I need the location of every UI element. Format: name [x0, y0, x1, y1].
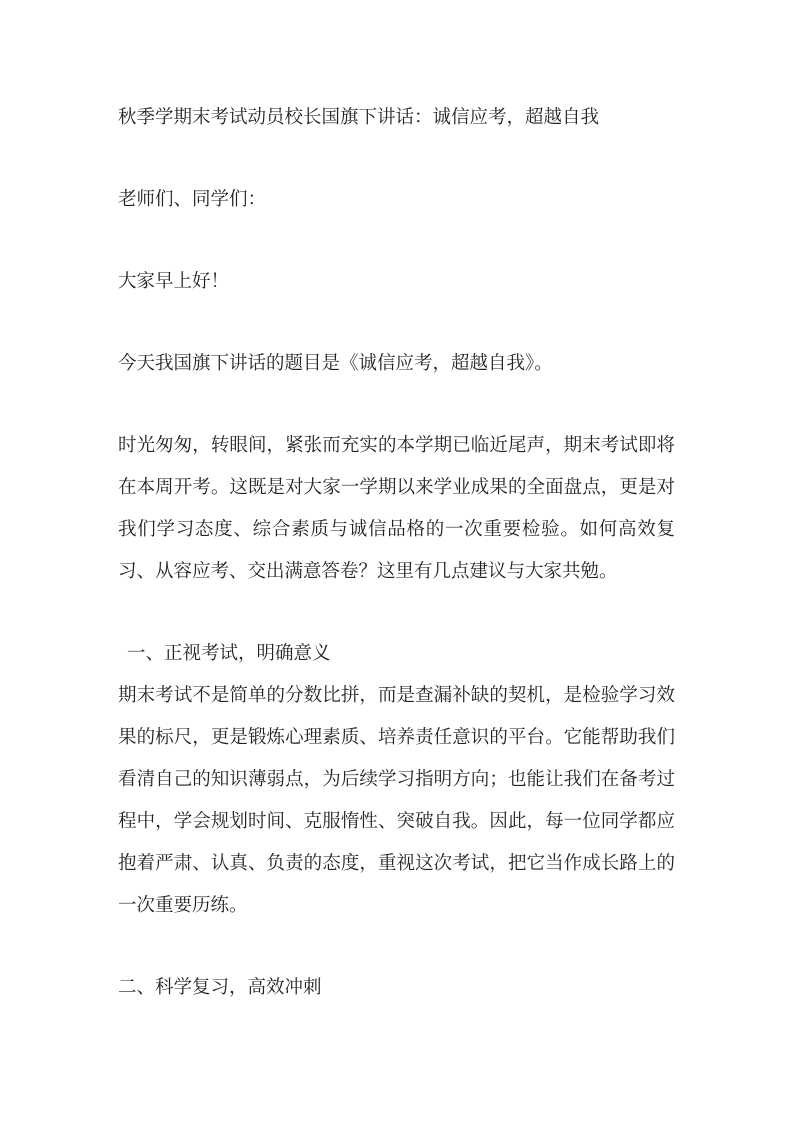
- document-title: 秋季学期末考试动员校长国旗下讲话：诚信应考，超越自我: [118, 108, 600, 128]
- document-body: [118, 97, 675, 1009]
- salutation-line: 老师们、同学们：: [118, 190, 267, 210]
- greeting-line: 大家早上好！: [118, 272, 230, 292]
- topic-line: 今天我国旗下讲话的题目是《诚信应考，超越自我》。: [118, 354, 553, 374]
- section-one-paragraph: 期末考试不是简单的分数比拼，而是查漏补缺的契机，是检验学习效果的标尺，更是锻炼心理素质、培养责任意识的平台。它能帮助我们看清自己的知识薄弱点，为后续学习指明方向；也能让我们在备考过程中，学会规划时间、克服惰性、突破自我。因此，每一位同学都应抱着严肃、认真、负责的态度，重视这次考试，把它当作成长路上的一次重要历练。: [118, 686, 675, 916]
- section-one-heading: 一、正视考试，明确意义: [127, 644, 331, 664]
- intro-paragraph: 时光匆匆，转眼间，紧张而充实的本学期已临近尾声，期末考试即将在本周开考。这既是对大家一学期以来学业成果的全面盘点，更是对我们学习态度、综合素质与诚信品格的一次重要检验。如何高效复习、从容应考、交出满意答卷？这里有几点建议与大家共勉。: [118, 436, 675, 582]
- section-two-heading: 二、科学复习，高效冲刺: [118, 978, 322, 998]
